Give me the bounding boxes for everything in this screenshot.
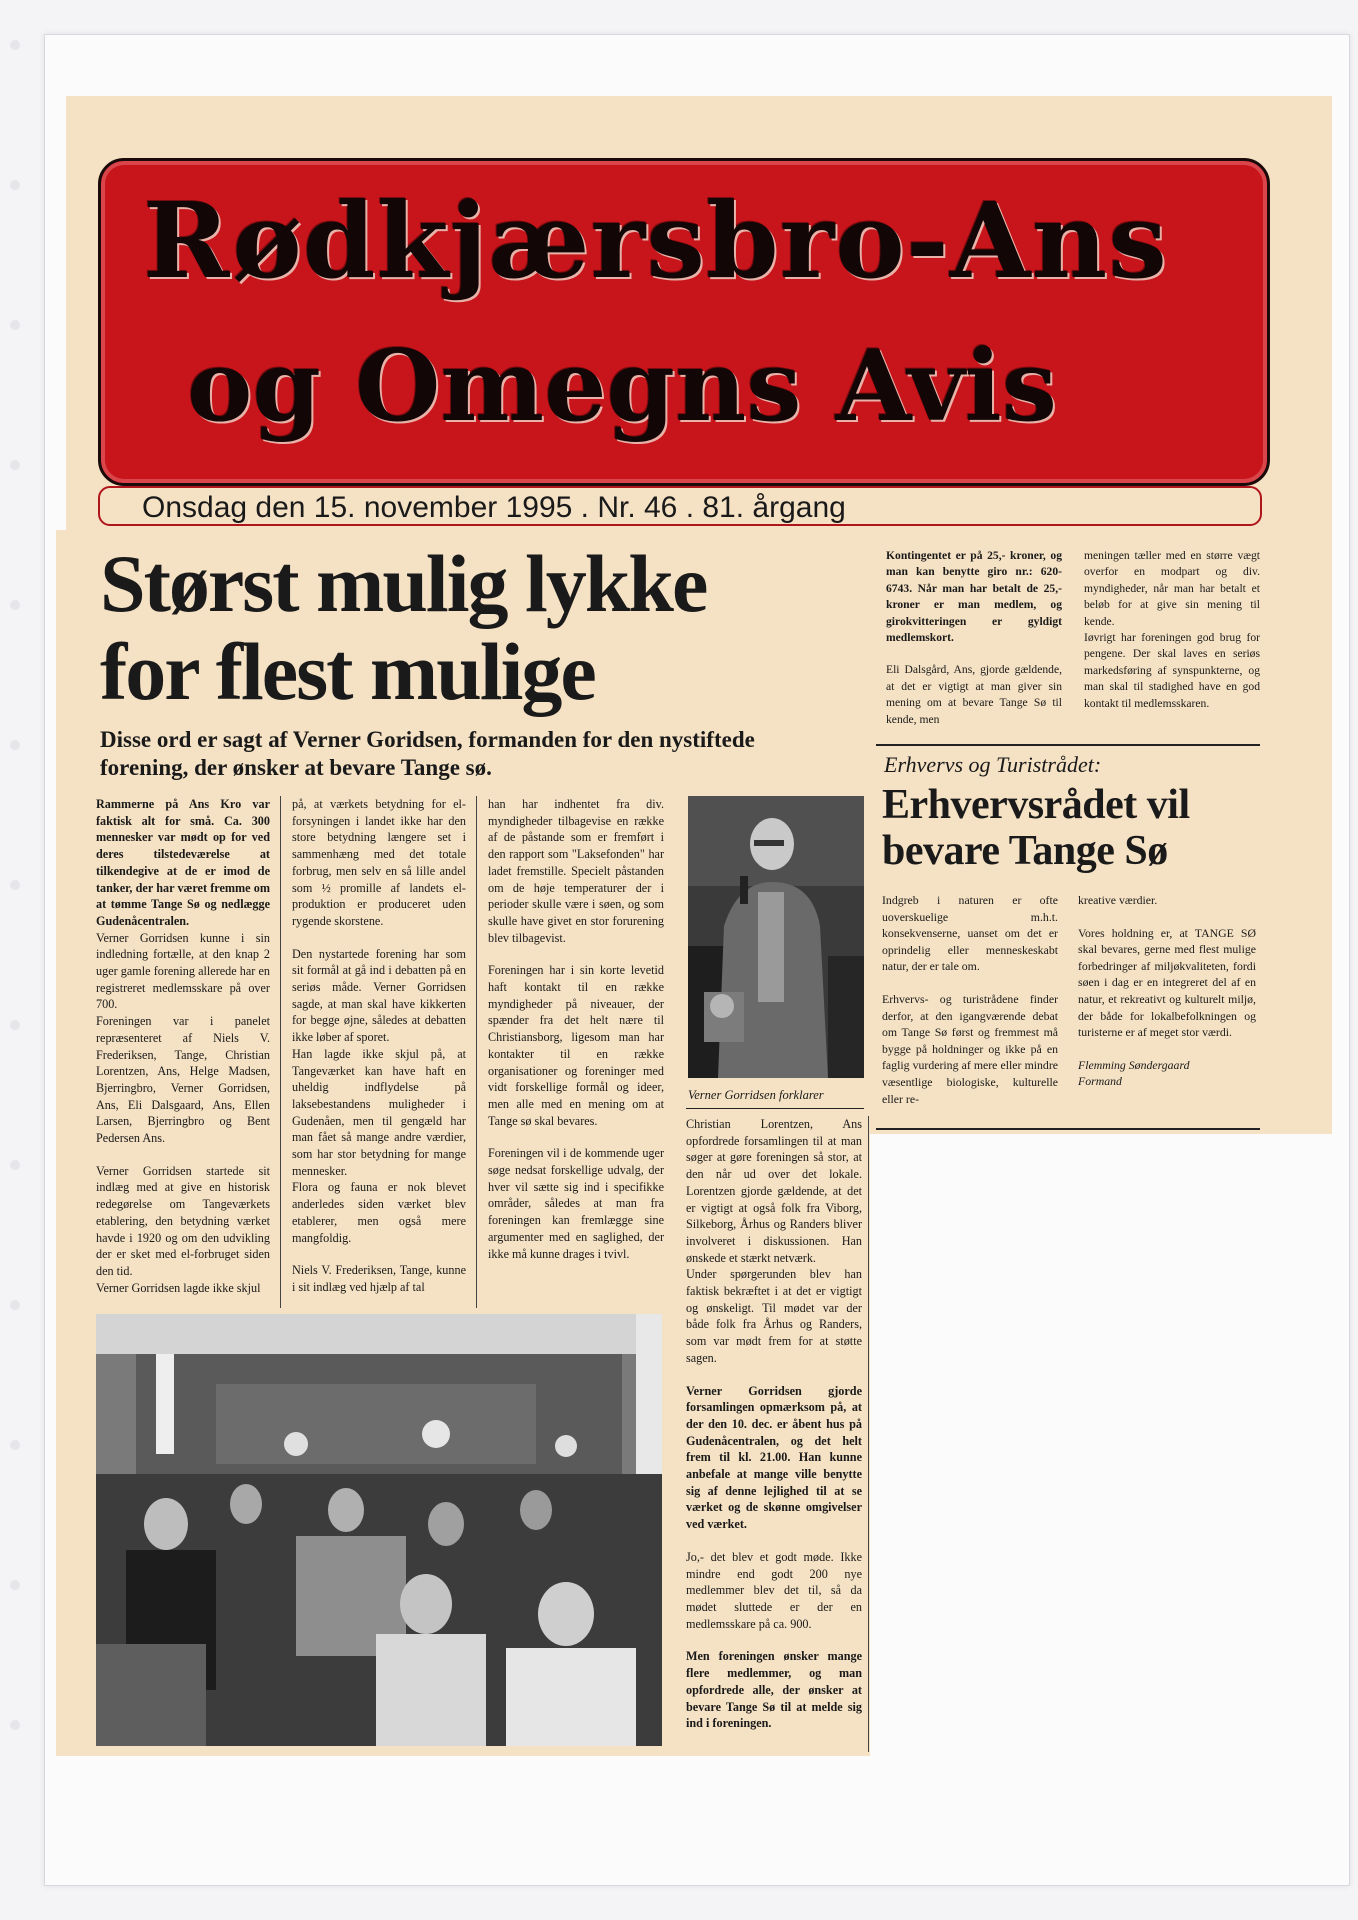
- article-column-1: [96, 796, 270, 1312]
- erhverv-kicker: Erhvervs og Turistrådet:: [884, 752, 1102, 777]
- article-column-4: [686, 1116, 862, 1748]
- headline-line-1: Størst mulig lykke: [100, 538, 707, 629]
- sidebar-paragraph: Eli Dalsgård, Ans, gjorde gældende, at det er vigtigt at man giver sin mening om at bevare Tange Sø til kende, men: [886, 663, 1062, 726]
- col4-paragraph: Men foreningen ønsker mange flere medlemmer, og man opfordrede alle, der ønsker at bevare Tange Sø til at melde sig ind i foreningen.: [686, 1649, 862, 1731]
- issue-dateline: Onsdag den 15. november 1995 . Nr. 46 . 81. årgang: [98, 486, 1262, 526]
- speaker-photo: [688, 796, 864, 1078]
- column-divider: [280, 796, 281, 1308]
- col2-paragraph: på, at værkets betydning for el-forsyningen i landet ikke har den store betydning længere set i sammenhæng med det totale forbrug, men selv en så lille andel som ½ promille af landets el-produktion er produceret uden rygende skorstene.: [292, 797, 466, 928]
- erhverv-signature-name: Flemming Søndergaard: [1078, 1057, 1190, 1072]
- col2-paragraph: Flora og fauna er nok blevet anderledes siden værket blev etablerer, men også mere mangfoldig.: [292, 1180, 466, 1245]
- newspaper-masthead: [98, 158, 1270, 486]
- erhverv-column-left: [882, 892, 1058, 1123]
- column-divider: [868, 1116, 869, 1752]
- article-column-3: [488, 796, 664, 1278]
- column-divider: [476, 796, 477, 1308]
- binder-holes: [6, 40, 26, 1880]
- col4-paragraph: Jo,- det blev et godt møde. Ikke mindre end godt 200 nye medlemmer blev det til, så da mødet sluttede er der en medlemsskare på ca. 900.: [686, 1549, 862, 1631]
- erhverv-column-right: [1078, 892, 1256, 1090]
- col2-paragraph: Den nystartede forening har som sit formål at gå ind i debatten på en seriøs måde. Verner Gorridsen sagde, at man skal have kikkerten for begge øjne, således at debatten ikke løber af sporet.: [292, 946, 466, 1045]
- audience-photo: [96, 1314, 662, 1746]
- sidebar-membership-right: [1084, 548, 1260, 728]
- col4-paragraph: Under spørgerunden blev han faktisk bekræftet i at det er vigtigt og ønskeligt. Til mødet var der både folk fra Århus og Randers, som var mødt frem for at støtte sagen.: [686, 1267, 862, 1365]
- masthead-line-2: og Omegns Avis: [187, 329, 1057, 444]
- article-column-2: [292, 796, 466, 1312]
- erhverv-paragraph: Indgreb i naturen er ofte uoverskuelige m.h.t. konsekvenserne, uanset om det er oprindelig eller menneskeskabt natur, der er tale om.: [882, 893, 1058, 974]
- erhverv-signature-title: Formand: [1078, 1074, 1122, 1089]
- col2-paragraph: Han lagde ikke skjul på, at Tangeværket kan have haft en uheldig indflydelse på laksebestandens muligheder i Gudenåen, men til gengæld har man fået så mange andre værdier, som har stor betydning for mange mennesker.: [292, 1046, 466, 1178]
- sidebar-paragraph: meningen tæller med en større vægt overfor en modpart og div. myndigheder, når man har betalt et beløb for at give sin mening til kende.: [1084, 549, 1260, 628]
- col1-paragraph: Verner Gorridsen kunne i sin indledning fortælle, at den knap 2 uger gamle forening allerede har en registreret medlemsskare på over 700.: [96, 930, 270, 1012]
- col1-paragraph: Verner Gorridsen lagde ikke skjul: [96, 1280, 261, 1295]
- erhverv-paragraph: Erhvervs- og turistrådene finder derfor, at den igangværende debat om Tange Sø først og fremmest må bygge på holdninger og ikke på en faglig vurdering af mere eller mindre væsentlige biologiske, kulturelle eller re-: [882, 991, 1058, 1106]
- sidebar-paragraph: Iøvrigt har foreningen god brug for pengene. Der skal laves en seriøs markedsføring af synspunkterne, og man skal til stadighed have en god kontakt til medlemsskaren.: [1084, 631, 1260, 710]
- erhverv-bottom-rule: [876, 1128, 1260, 1130]
- col4-paragraph: Verner Gorridsen gjorde forsamlingen opmærksom på, at der den 10. dec. er åbent hus på Gudenåcentralen, og det helt frem til kl. 21.00. Han kunne anbefale at mange ville benytte sig af denne lejlighed til at se værket og de skønne omgivelser ved værket.: [686, 1383, 862, 1532]
- col4-paragraph: Christian Lorentzen, Ans opfordrede forsamlingen til at man søger at gøre foreningen så stor, at den når ud over det lokale. Lorentzen gjorde gældende, at det er vigtigt at også folk fra Viborg, Silkeborg, Århus og Randers bliver involveret i diskussionen. Han ønskede et stærkt netværk.: [686, 1117, 862, 1265]
- article-subhead: Disse ord er sagt af Verner Goridsen, formanden for den nystiftede forening, der ønsker at bevare Tange sø.: [100, 727, 755, 780]
- masthead-line-1: Rødkjærsbro-Ans: [143, 179, 1168, 302]
- sidebar-paragraph: Kontingentet er på 25,- kroner, og man kan benytte giro nr.: 620-6743. Når man har betalt de 25,- kroner er man medlem, og girokvitteringen er gyldigt medlemskort.: [886, 549, 1062, 645]
- caption-rule: [686, 1108, 864, 1109]
- erhverv-headline: Erhvervsrådet vil bevare Tange Sø: [882, 782, 1190, 874]
- speaker-photo-caption: Verner Gorridsen forklarer: [688, 1088, 824, 1102]
- col1-lead-paragraph: Rammerne på Ans Kro var faktisk alt for små. Ca. 300 mennesker var mødt op for ved deres tilstedeværelse at tilkendegive at de er imod de tanker, der har været fremme om at tømme Tange Sø og nedlægge Gudenåcentralen.: [96, 797, 270, 928]
- article-headline: [100, 540, 800, 716]
- erhverv-paragraph: Vores holdning er, at TANGE SØ skal bevares, gerne med flest mulige forbedringer af miljøkvaliteten, fordi søen i dag er en integreret del af en natur, et rekreativt og kulturelt miljø, der både for lokalbefolkningen og turisterne er af meget stor værdi.: [1078, 925, 1256, 1040]
- col3-paragraph: han har indhentet fra div. myndigheder tilbagevise en række af de påstande som er fremført i den rapport som "Laksefonden" har ladet fremstille. Specielt påstanden om de høje temperaturer der i perioder skulle være i søen, og som skulle have givet en stor forurening blev tilbagevist.: [488, 797, 664, 945]
- sidebar-rule: [876, 744, 1260, 746]
- col2-paragraph: Niels V. Frederiksen, Tange, kunne i sit indlæg ved hjælp af tal: [292, 1263, 466, 1294]
- sidebar-membership-left: [886, 548, 1062, 744]
- erhverv-paragraph: kreative værdier.: [1078, 893, 1158, 907]
- headline-line-2: for flest mulige: [100, 626, 595, 717]
- col1-paragraph: Foreningen var i panelet repræsenteret af Niels V. Frederiksen, Tange, Christian Lorentzen, Ans, Helge Madsen, Bjerringbro, Verner Gorridsen, Ans, Eli Dalsgaard, Ans, Ellen Larsen, Bjerringbro og Bent Pedersen Ans.: [96, 1014, 270, 1146]
- col3-paragraph: Foreningen har i sin korte levetid haft kontakt til en række myndigheder på niveauer, der spænder fra det helt nære til Christiansborg, ligesom man har kontakter til en række organisationer og foreninger med vidt forskellige formål og ideer, men alle med en mening om at Tange sø skal bevares.: [488, 963, 664, 1128]
- col3-paragraph: Foreningen vil i de kommende uger søge nedsat forskellige udvalg, der hver vil sætte sig ind i specifikke områder, således at man fra foreningen kan fremlægge sine argumenter med en saglighed, der ikke må kunne drages i tvivl.: [488, 1146, 664, 1261]
- col1-paragraph: Verner Gorridsen startede sit indlæg med at give en historisk redegørelse om Tangeværkets etablering, den betydning værket havde i 1920 og om den udvikling der er sket med el-forbruget siden den tid.: [96, 1163, 270, 1278]
